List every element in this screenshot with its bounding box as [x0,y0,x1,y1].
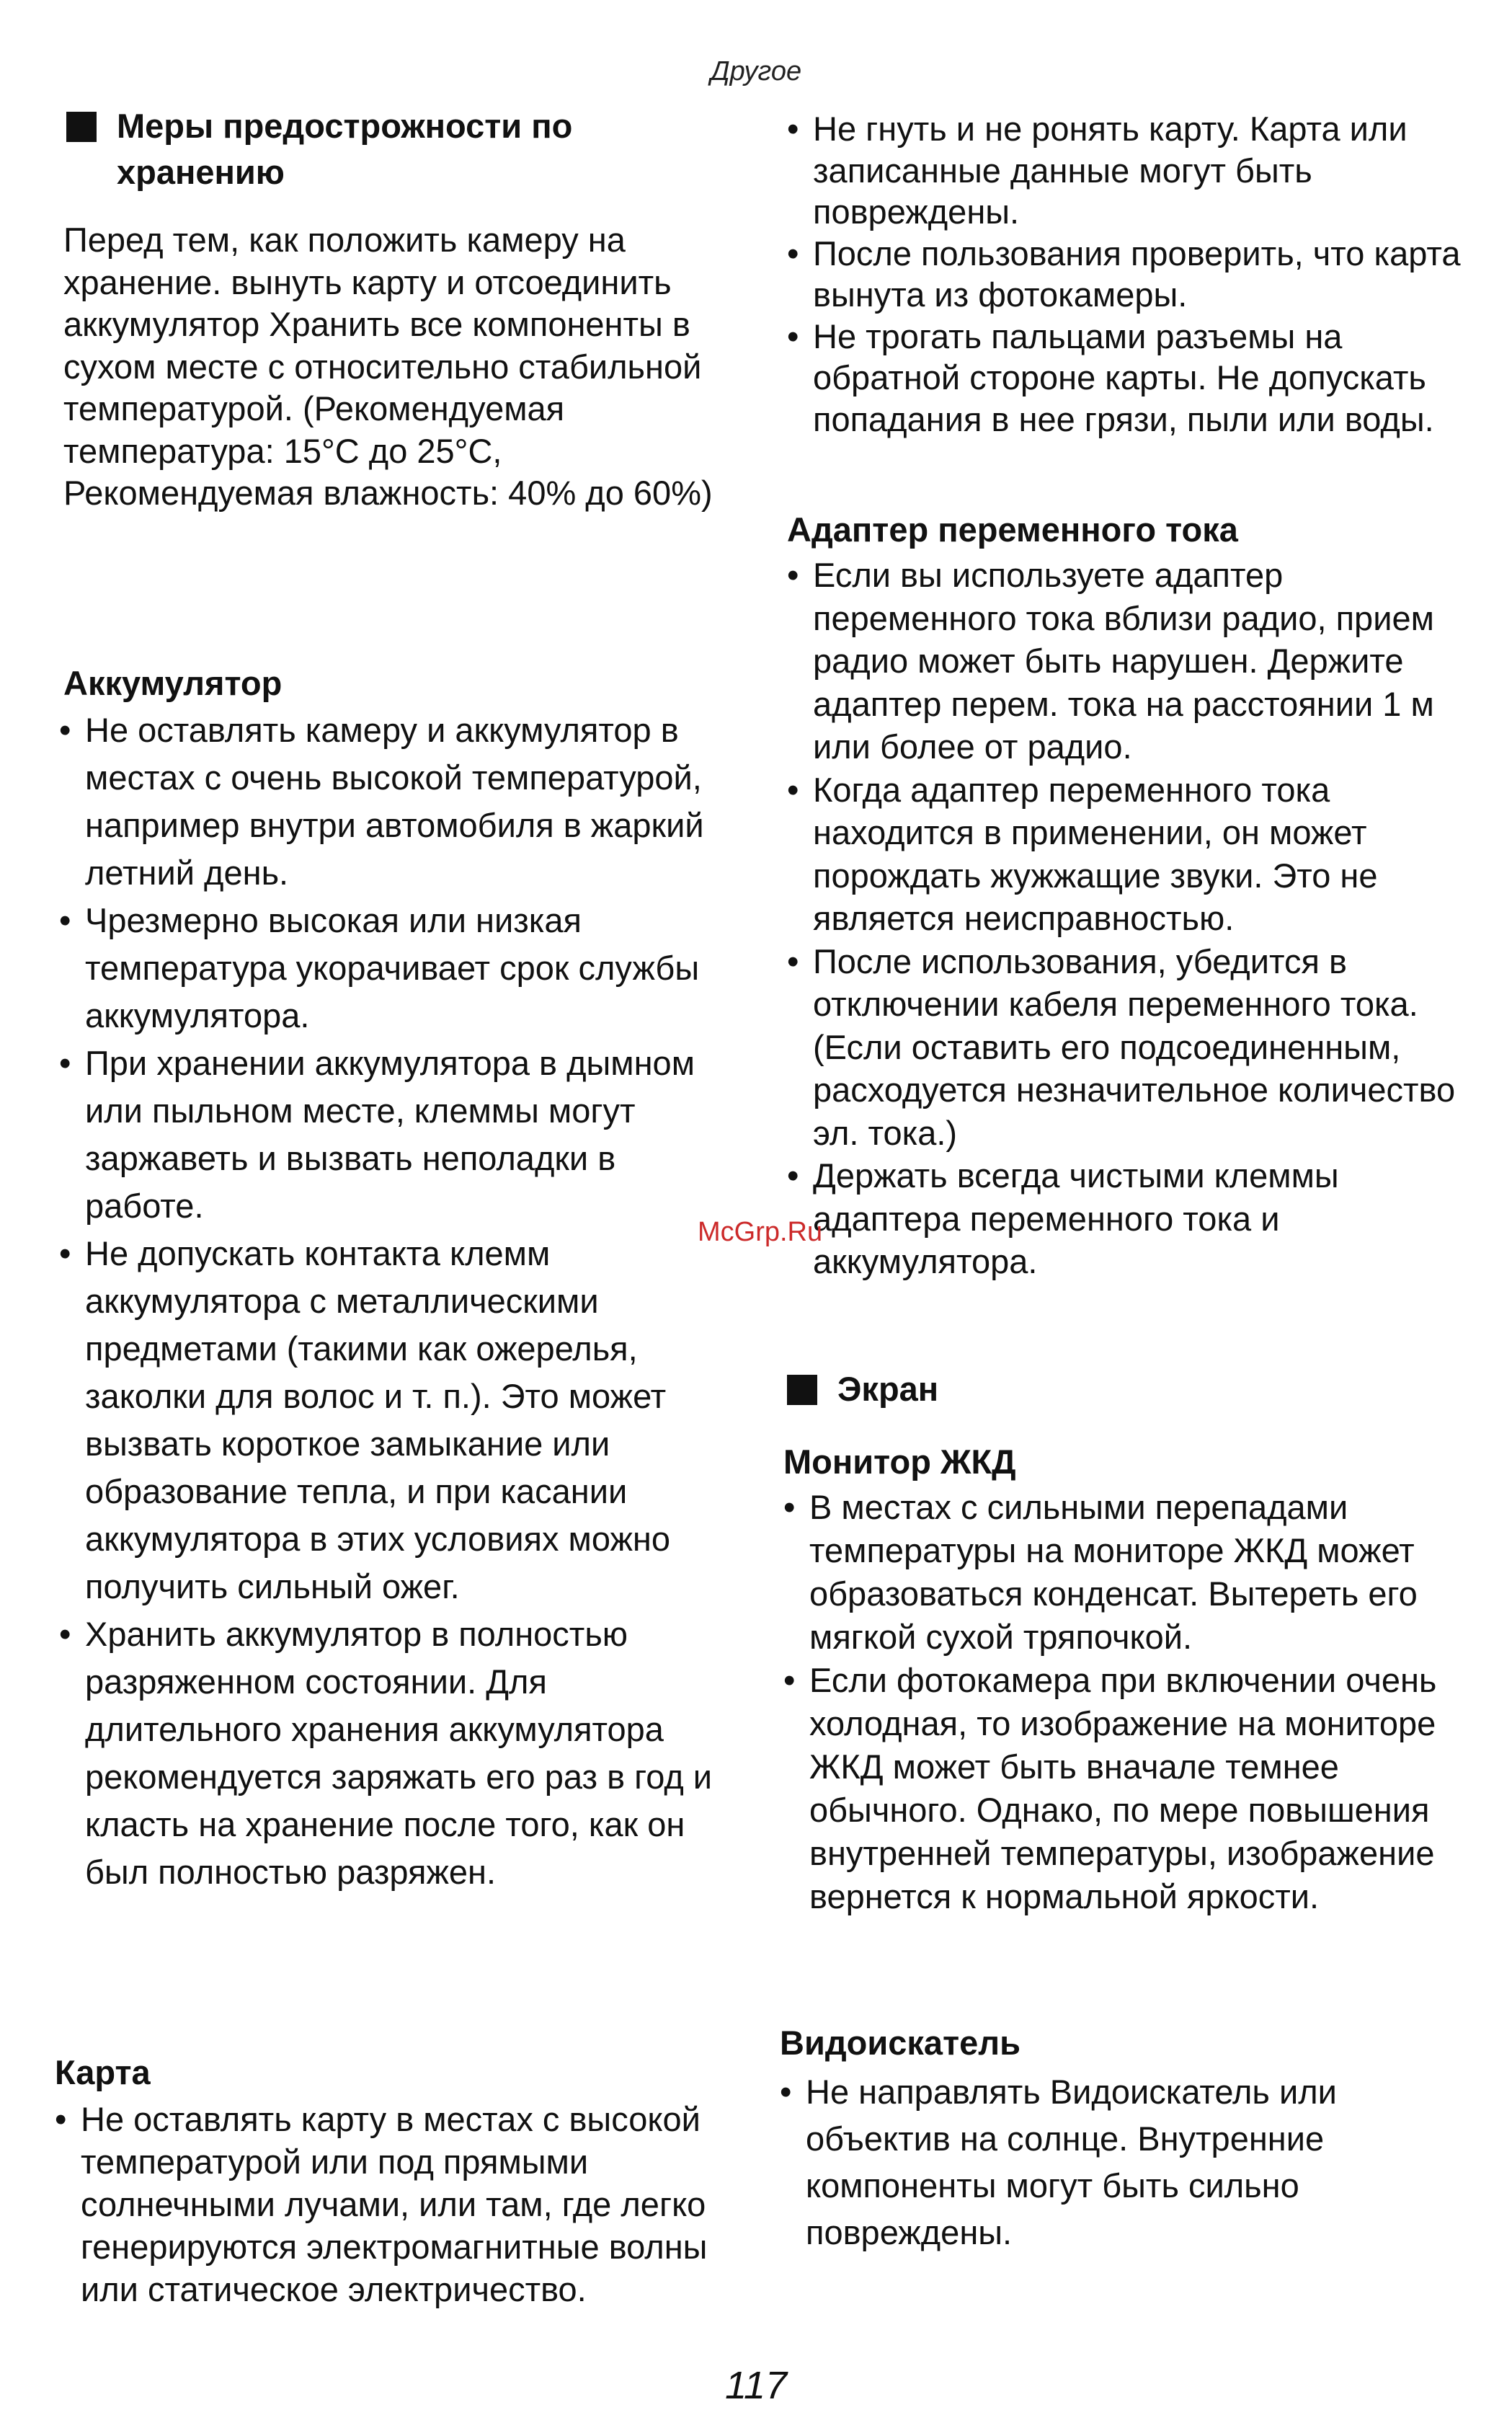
subheading-viewfinder: Видоискатель [780,2024,1020,2062]
list-item: • После использования, убедится в отключении кабеля переменного тока. (Если оставить его подсоединенным, расходуется незначительное количество эл. тока.) [787,940,1475,1155]
list-item: • Держать всегда чистыми клеммы адаптера переменного тока и аккумулятора. [787,1154,1475,1283]
section-heading-screen [780,1366,938,1412]
page-number: 117 [724,2364,788,2407]
list-item: • Если вы используете адаптер переменного тока вблизи радио, прием радио может быть нарушен. Держите адаптер перем. тока на расстоянии 1 м или более от радио. [787,554,1475,768]
list-item: • Не допускать контакта клемм аккумулятора с металлическими предметами (такими как ожерелья, заколки для волос и т. п.). Это может вызвать короткое замыкание или образование тепла, и при касании аккумулятора в этих условиях можно получить сильный ожег. [59,1230,737,1610]
section-heading-storage [59,103,708,195]
subheading-card: Карта [55,2053,151,2091]
section-title: Меры предострожности по хранению [117,107,573,191]
watermark-text: McGrp.Ru [698,1217,823,1247]
subheading-battery: Аккумулятор [63,664,283,702]
section-square-icon [787,1375,817,1405]
card-list [55,2098,732,2310]
list-item: • Хранить аккумулятор в полностью разряженном состоянии. Для длительного хранения аккумулятора рекомендуется заряжать его раз в год и класть на хранение после того, как он был полностью разряжен. [59,1610,737,1896]
subheading-lcd-monitor: Монитор ЖКД [783,1443,1016,1481]
storage-intro: Перед тем, как положить камеру на хранение. вынуть карту и отсоединить аккумулятор Хранить все компоненты в сухом месте с относительно стабильной температурой. (Рекомендуемая температура: 15°C до 25°C, Рекомендуемая влажность: 40% до 60%) [63,221,713,512]
list-item: • Не оставлять карту в местах с высокой температурой или под прямыми солнечными лучами, или там, где легко генерируются электромагнитные волны или статическое электричество. [55,2098,732,2310]
section-square-icon [66,112,97,142]
battery-list [59,706,737,1896]
list-item: • Чрезмерно высокая или низкая температура укорачивает срок службы аккумулятора. [59,897,737,1040]
lcd-monitor-list [783,1486,1472,1918]
list-item: • Если фотокамера при включении очень холодная, то изображение на мониторе ЖКД может быть вначале темнее обычного. Однако, по мере повышения внутренней температуры, изображение вернется к нормальной яркости. [783,1659,1472,1918]
list-item: • В местах с сильными перепадами температуры на мониторе ЖКД может образоваться конденсат. Вытереть его мягкой сухой тряпочкой. [783,1486,1472,1659]
list-item: • При хранении аккумулятора в дымном или пыльном месте, клеммы могут заржаветь и вызвать неполадки в работе. [59,1040,737,1230]
viewfinder-list [780,2068,1468,2256]
card-list-continued [787,108,1475,440]
page-header-section: Другое [710,56,802,87]
section-title: Экран [837,1370,939,1408]
list-item: • Не оставлять камеру и аккумулятор в местах с очень высокой температурой, например внутри автомобиля в жаркий летний день. [59,706,737,897]
ac-adapter-list [787,554,1475,1283]
list-item: • Не гнуть и не ронять карту. Карта или записанные данные могут быть повреждены. [787,108,1475,233]
subheading-ac-adapter: Адаптер переменного тока [787,510,1238,549]
list-item: • Не направлять Видоискатель или объектив на солнце. Внутренние компоненты могут быть сильно повреждены. [780,2068,1468,2256]
list-item: • Когда адаптер переменного тока находится в применении, он может порождать жужжащие звуки. Это не является неисправностью. [787,768,1475,940]
list-item: • Не трогать пальцами разъемы на обратной стороне карты. Не допускать попадания в нее грязи, пыли или воды. [787,316,1475,440]
list-item: • После пользования проверить, что карта вынута из фотокамеры. [787,233,1475,316]
